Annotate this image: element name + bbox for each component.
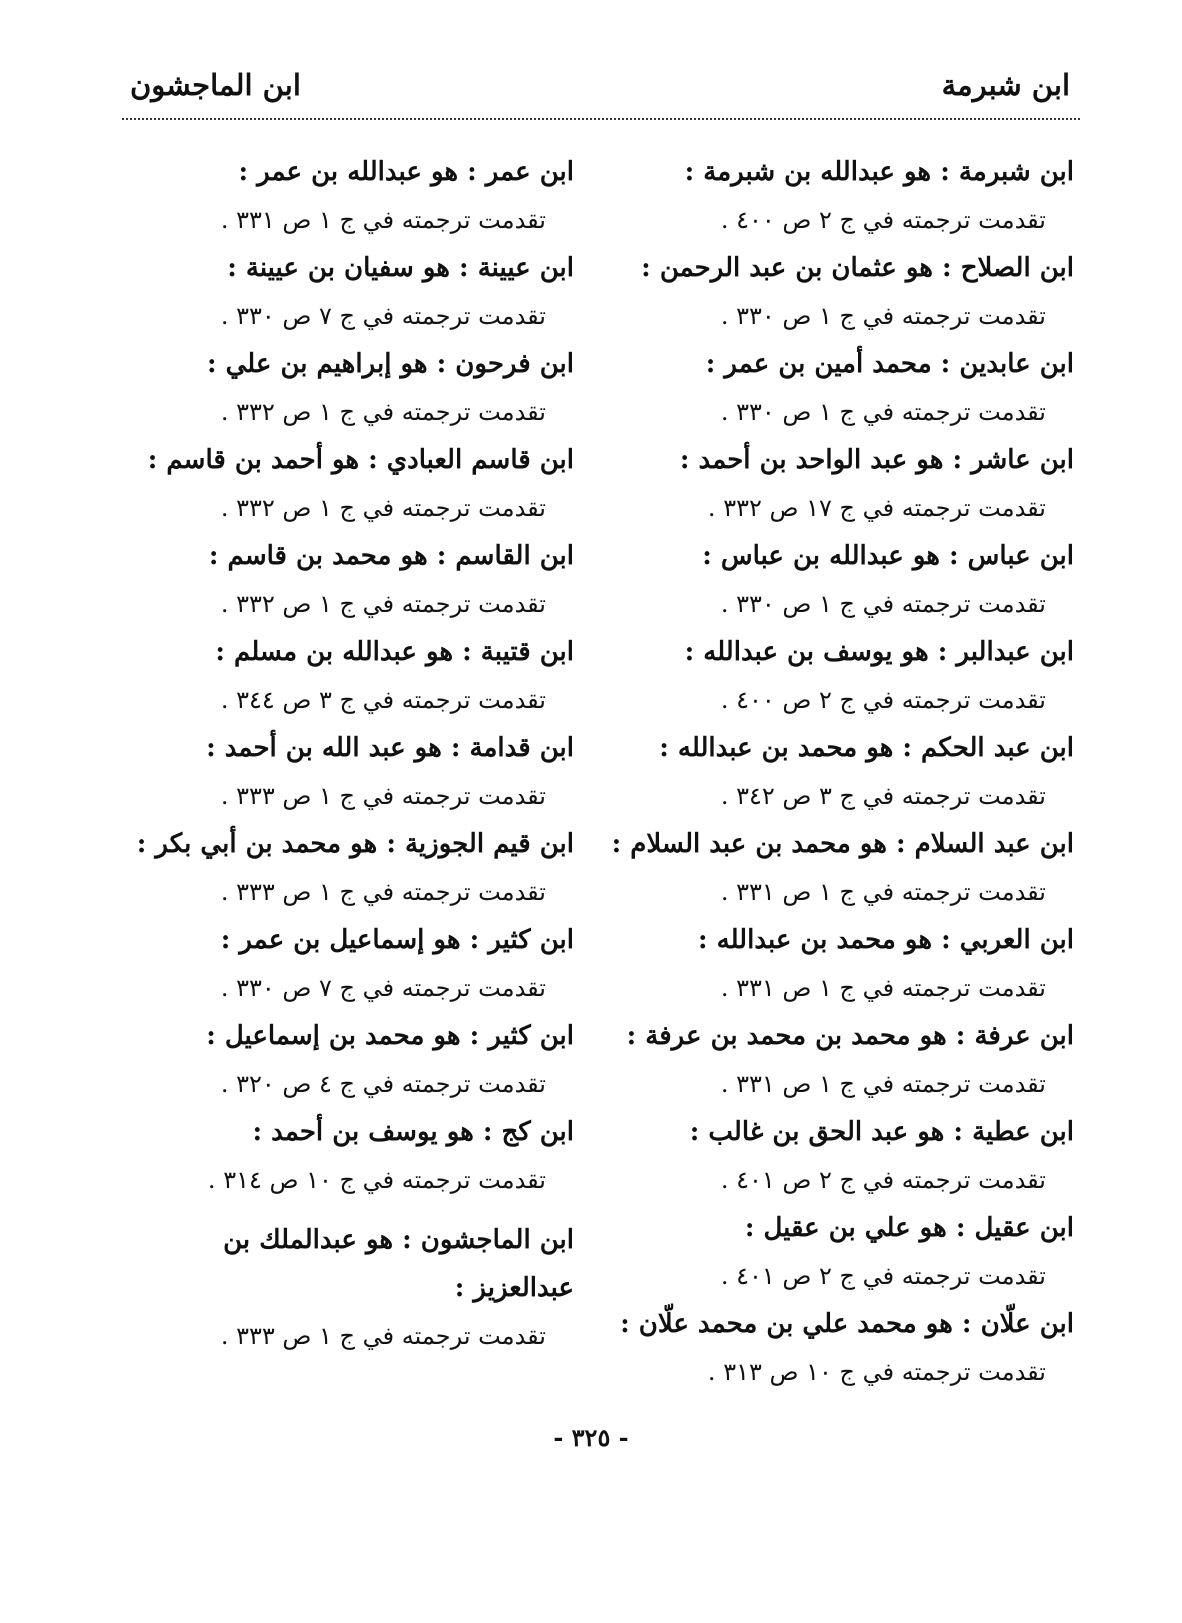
entry xyxy=(119,148,574,244)
entry-reference: تقدمت ترجمته في ج ٧ ص ٣٣٠ . xyxy=(220,302,546,330)
entry-heading: ابن عبدالبر : هو يوسف بن عبدالله : xyxy=(684,637,1074,667)
entry xyxy=(119,628,574,724)
entry-heading: ابن قيم الجوزية : هو محمد بن أبي بكر : xyxy=(136,829,574,859)
entry xyxy=(119,1012,574,1108)
entry xyxy=(654,916,1074,1012)
entry-heading: ابن عقيل : هو علي بن عقيل : xyxy=(744,1213,1074,1243)
entry-heading: ابن قدامة : هو عبد الله بن أحمد : xyxy=(206,733,574,763)
entry-reference: تقدمت ترجمته في ج ١ ص ٣٣٢ . xyxy=(220,590,546,618)
entry-heading: ابن عبد السلام : هو محمد بن عبد السلام : xyxy=(611,829,1074,859)
entry xyxy=(611,820,1074,916)
entry-reference: تقدمت ترجمته في ج ١ ص ٣٣٣ . xyxy=(220,878,546,906)
left-column xyxy=(119,148,574,1360)
entry-heading: ابن شبرمة : هو عبدالله بن شبرمة : xyxy=(684,157,1074,187)
entry-reference: تقدمت ترجمته في ج ١ ص ٣٣١ . xyxy=(220,206,546,234)
entry-reference: تقدمت ترجمته في ج ١ ص ٣٣٠ . xyxy=(720,302,1046,330)
entry-heading: ابن كج : هو يوسف بن أحمد : xyxy=(252,1117,574,1147)
entry-reference: تقدمت ترجمته في ج ١ ص ٣٣١ . xyxy=(720,878,1046,906)
entry xyxy=(119,1108,574,1204)
entry-heading: ابن علّان : هو محمد علي بن محمد علّان : xyxy=(620,1309,1074,1339)
entry xyxy=(654,532,1074,628)
entry xyxy=(119,244,574,340)
entry xyxy=(654,436,1074,532)
entry xyxy=(119,532,574,628)
entry xyxy=(654,724,1074,820)
entry-heading: ابن فرحون : هو إبراهيم بن علي : xyxy=(206,349,574,379)
entry-reference: تقدمت ترجمته في ج ٤ ص ٣٢٠ . xyxy=(220,1070,546,1098)
entry-reference: تقدمت ترجمته في ج ٢ ص ٤٠١ . xyxy=(720,1262,1046,1290)
entry-heading: ابن الصلاح : هو عثمان بن عبد الرحمن : xyxy=(641,253,1074,283)
entry-heading: ابن قتيبة : هو عبدالله بن مسلم : xyxy=(215,637,574,667)
entry-reference: تقدمت ترجمته في ج ٣ ص ٣٤٤ . xyxy=(220,686,546,714)
entry-heading: ابن الماجشون : هو عبدالملك بن عبدالعزيز : xyxy=(223,1225,574,1303)
entry-reference: تقدمت ترجمته في ج ٢ ص ٤٠٠ . xyxy=(720,206,1046,234)
entry xyxy=(119,724,574,820)
entry-heading: ابن عبد الحكم : هو محمد بن عبدالله : xyxy=(659,733,1074,763)
entry xyxy=(119,820,574,916)
entry xyxy=(119,1216,574,1360)
entry-reference: تقدمت ترجمته في ج ١ ص ٣٣٠ . xyxy=(720,590,1046,618)
entry-heading: ابن كثير : هو محمد بن إسماعيل : xyxy=(206,1021,574,1051)
entry-reference: تقدمت ترجمته في ج ٢ ص ٤٠٠ . xyxy=(720,686,1046,714)
entry-reference: تقدمت ترجمته في ج ٢ ص ٤٠١ . xyxy=(720,1166,1046,1194)
entry-reference: تقدمت ترجمته في ج ١٠ ص ٣١٣ . xyxy=(707,1358,1046,1386)
entry-heading: ابن العربي : هو محمد بن عبدالله : xyxy=(697,925,1074,955)
entry-reference: تقدمت ترجمته في ج ١٧ ص ٣٣٢ . xyxy=(707,494,1046,522)
entry-reference: تقدمت ترجمته في ج ١ ص ٣٣١ . xyxy=(720,1070,1046,1098)
header-divider xyxy=(122,118,1080,120)
entry-reference: تقدمت ترجمته في ج ١ ص ٣٣٠ . xyxy=(720,398,1046,426)
entry-heading: ابن عباس : هو عبدالله بن عباس : xyxy=(702,541,1074,571)
running-header-left: ابن الماجشون xyxy=(130,68,301,102)
entry xyxy=(654,1204,1074,1300)
entry-gap xyxy=(119,1204,574,1216)
entry-reference: تقدمت ترجمته في ج ١ ص ٣٣٢ . xyxy=(220,494,546,522)
running-header-right: ابن شبرمة xyxy=(941,68,1070,102)
entry xyxy=(119,916,574,1012)
entry-reference: تقدمت ترجمته في ج ١ ص ٣٣٣ . xyxy=(220,1322,546,1350)
entry-heading: ابن كثير : هو إسماعيل بن عمر : xyxy=(220,925,574,955)
entry-heading: ابن عيينة : هو سفيان بن عيينة : xyxy=(227,253,574,283)
entry xyxy=(654,628,1074,724)
entry-heading: ابن القاسم : هو محمد بن قاسم : xyxy=(208,541,574,571)
entry-heading: ابن عرفة : هو محمد بن محمد بن عرفة : xyxy=(626,1021,1074,1051)
entry-heading: ابن عطية : هو عبد الحق بن غالب : xyxy=(689,1117,1074,1147)
entry-reference: تقدمت ترجمته في ج ٣ ص ٣٤٢ . xyxy=(720,782,1046,810)
entry xyxy=(620,1300,1074,1396)
page-number: - ٣٢٥ - xyxy=(553,1423,629,1452)
entry xyxy=(654,340,1074,436)
entry xyxy=(119,436,574,532)
entry xyxy=(119,340,574,436)
entry xyxy=(626,1012,1074,1108)
right-column xyxy=(611,148,1074,1396)
entry-heading: ابن عابدين : محمد أمين بن عمر : xyxy=(705,349,1074,379)
entry-heading: ابن عمر : هو عبدالله بن عمر : xyxy=(238,157,574,187)
entry-reference: تقدمت ترجمته في ج ١٠ ص ٣١٤ . xyxy=(207,1166,546,1194)
entry-reference: تقدمت ترجمته في ج ١ ص ٣٣٣ . xyxy=(220,782,546,810)
entry-reference: تقدمت ترجمته في ج ١ ص ٣٣١ . xyxy=(720,974,1046,1002)
entry xyxy=(641,244,1074,340)
entry-heading: ابن عاشر : هو عبد الواحد بن أحمد : xyxy=(679,445,1074,475)
entry xyxy=(654,148,1074,244)
entry-reference: تقدمت ترجمته في ج ٧ ص ٣٣٠ . xyxy=(220,974,546,1002)
entry xyxy=(654,1108,1074,1204)
entry-heading: ابن قاسم العبادي : هو أحمد بن قاسم : xyxy=(147,445,574,475)
entry-reference: تقدمت ترجمته في ج ١ ص ٣٣٢ . xyxy=(220,398,546,426)
